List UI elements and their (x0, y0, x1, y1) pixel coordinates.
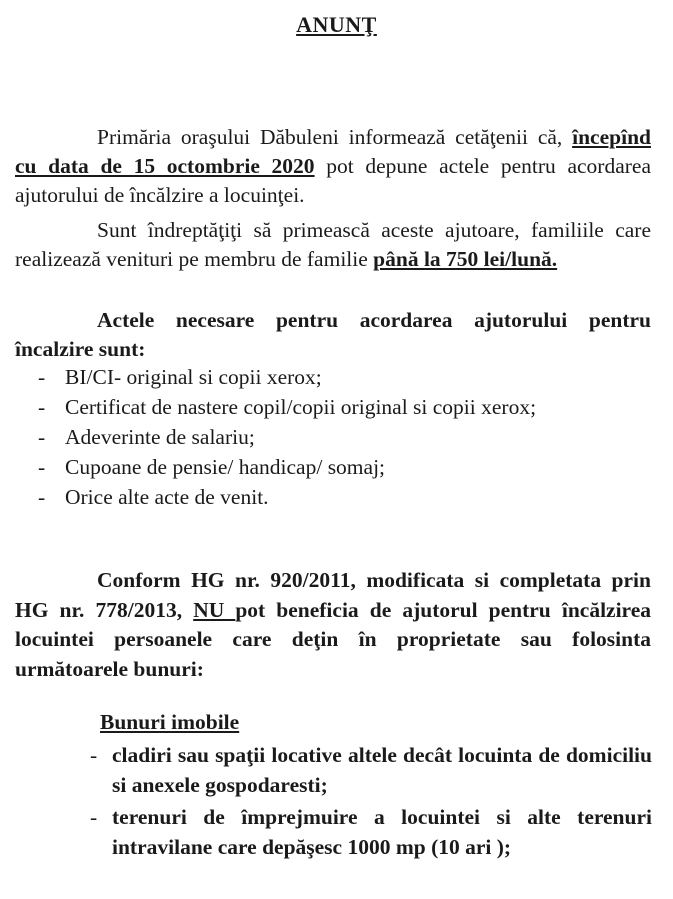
documents-heading: Actele necesare pentru acordarea ajutorului pentru încalzire sunt: (15, 308, 651, 361)
documents-list (38, 362, 650, 512)
list-item: - Orice alte acte de venit. (38, 482, 650, 512)
intro-text-2: pot depune actele pentru acordarea ajutorului de încălzire a locuinţei. (15, 154, 652, 207)
eligibility-paragraph (15, 216, 651, 274)
regulation-text-2: pot beneficia de ajutorul pentru încălzirea locuintei persoanele care deţin în proprietate sau folosinta următoarele bunuri: (15, 597, 652, 681)
bullet-dash: - (90, 805, 98, 829)
bullet-dash: - (38, 395, 46, 419)
regulation-text-1: Conform HG nr. 920/2011, modificata si completata prin HG nr. 778/2013, (15, 568, 651, 622)
list-item: - Certificat de nastere copil/copii original si copii xerox; (38, 392, 650, 422)
bullet-dash: - (90, 743, 98, 767)
list-item: - terenuri de împrejmuire a locuintei si alte terenuri intravilane care depăşesc 1000 mp (10 ari ); (90, 802, 652, 862)
bullet-dash: - (38, 485, 46, 509)
list-item: - Adeverinte de salariu; (38, 422, 650, 452)
income-limit: până la 750 lei/lună. (373, 247, 558, 271)
intro-paragraph (15, 123, 651, 210)
assets-list (90, 740, 652, 864)
assets-heading: Bunuri imobile (100, 710, 240, 734)
eligibility-text: Sunt îndreptăţiţi să primească aceste ajutoare, familiile care realizează venituri pe membru de familie (15, 218, 651, 271)
list-item: - cladiri sau spaţii locative altele decât locuinta de domiciliu si anexele gospodaresti; (90, 740, 652, 800)
bullet-dash: - (38, 455, 46, 479)
start-date-phrase: începînd cu data de 15 octombrie 2020 (15, 125, 651, 178)
list-item: - Cupoane de pensie/ handicap/ somaj; (38, 452, 650, 482)
bullet-dash: - (38, 425, 46, 449)
bullet-dash: - (38, 365, 46, 389)
announcement-title: ANUNŢ (296, 12, 377, 37)
list-item: - BI/CI- original si copii xerox; (38, 362, 650, 392)
nu-emphasis: NU (193, 597, 236, 622)
intro-text-1: Primăria oraşului Dăbuleni informează cetăţenii că, (97, 125, 563, 149)
regulation-paragraph (15, 566, 651, 684)
